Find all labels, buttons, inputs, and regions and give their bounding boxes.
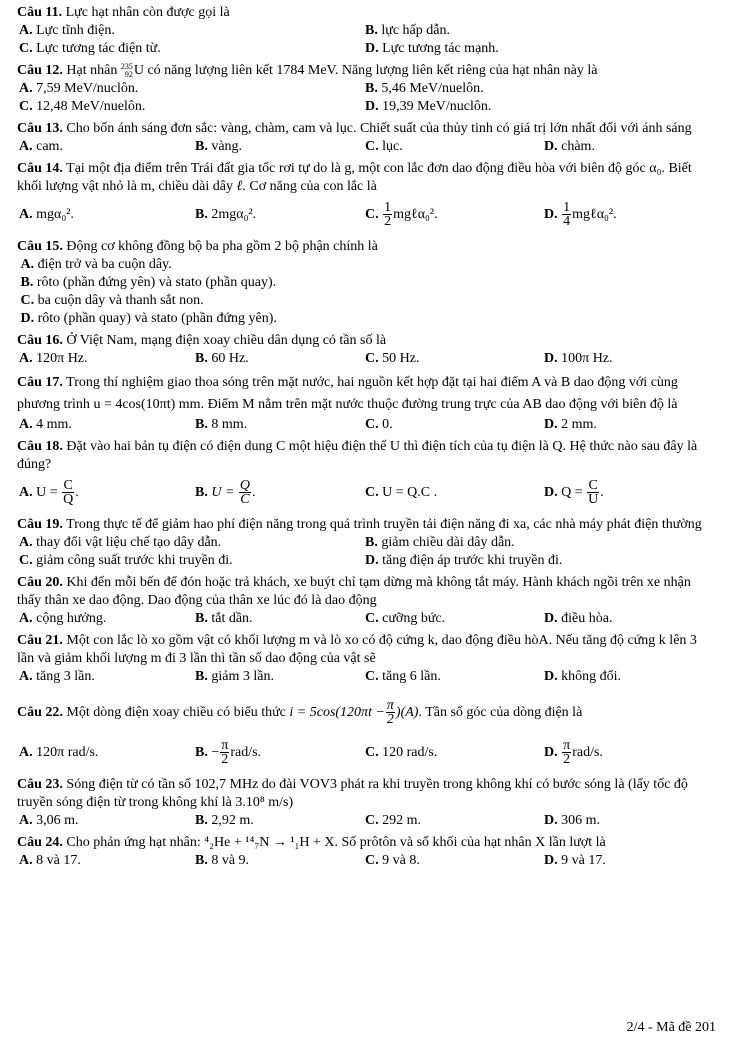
question-23-stem: Câu 23. Sóng điện từ có tần số 102,7 MHz do đài VOV3 phát ra khi truyền trong không khí có bước sóng là (lấy tốc độ truyền sóng điện từ trong không khí là 3.10⁸ m/s) bbox=[17, 777, 688, 810]
question-15 bbox=[17, 238, 717, 328]
q18-option-b: B. U = $\frac{Q}{C}$ . bbox=[195, 478, 256, 508]
q22-option-d: D. $\frac{\pi}{2}$ rad/s. bbox=[544, 738, 603, 768]
q15-option-b: B. rôto (phần đứng yên) và stato (phần quay). bbox=[20, 275, 277, 290]
q23-option-c: C. 292 m. bbox=[365, 813, 422, 828]
q18-option-d: D. Q = $\frac{C}{U}$ . bbox=[544, 478, 604, 508]
question-17 bbox=[17, 372, 717, 434]
q15-option-a: A. điện trở và ba cuộn dây. bbox=[20, 257, 172, 272]
q24-option-d: D. 9 và 17. bbox=[544, 853, 606, 868]
question-20-stem: Câu 20. Khi đến mỗi bến để đón hoặc trả khách, xe buýt chỉ tạm dừng mà không tắt máy. Hành khách ngồi trên xe nhận thấy thân xe dao động. Dao động của thân xe lúc đó là dao động bbox=[17, 575, 691, 608]
question-22 bbox=[17, 698, 717, 768]
q14-option-a: A. mgα₀². bbox=[19, 207, 74, 222]
question-15-stem: Câu 15. Động cơ không đồng bộ ba pha gồm 2 bộ phận chính là bbox=[17, 239, 378, 254]
question-19 bbox=[17, 516, 717, 570]
q11-option-b: B. lực hấp dẫn. bbox=[365, 23, 450, 38]
q11-option-a: A. Lực tĩnh điện. bbox=[19, 23, 115, 38]
q18-option-a: A. U = $\frac{C}{Q}$ . bbox=[19, 478, 79, 508]
q15-option-d: D. rôto (phần quay) và stato (phần đứng yên). bbox=[20, 311, 277, 326]
q22-option-c: C. 120 rad/s. bbox=[365, 745, 438, 760]
q24-option-a: A. 8 và 17. bbox=[19, 853, 81, 868]
q23-option-d: D. 306 m. bbox=[544, 813, 601, 828]
question-12 bbox=[17, 62, 717, 116]
q11-option-d: D. Lực tương tác mạnh. bbox=[365, 41, 499, 56]
q16-option-c: C. 50 Hz. bbox=[365, 351, 420, 366]
question-16-stem: Câu 16. Ở Việt Nam, mạng điện xoay chiều dân dụng có tần số là bbox=[17, 333, 387, 348]
question-13-stem: Câu 13. Cho bốn ánh sáng đơn sắc: vàng, chàm, cam và lục. Chiết suất của thủy tinh có giá trị lớn nhất đối với ánh sáng bbox=[17, 121, 692, 136]
question-22-stem: Câu 22. Một dòng điện xoay chiều có biểu thức i = 5cos(120πt − $\frac{\pi}{2}$ )(A). Tần số góc của dòng điện là bbox=[17, 698, 583, 728]
q14-option-c: C. $\frac{1}{2}$ mgℓα₀². bbox=[365, 200, 438, 230]
question-24 bbox=[17, 834, 717, 870]
question-18-stem: Câu 18. Đặt vào hai bản tụ điện có điện dung C một hiệu điện thế U thì điện tích của tụ điện là Q. Hệ thức nào sau đây là đúng? bbox=[17, 439, 698, 472]
q12-option-a: A. 7,59 MeV/nuclôn. bbox=[19, 81, 139, 96]
q17-option-b: B. 8 mm. bbox=[195, 417, 248, 432]
nuclear-reaction: ⁴₂He + ¹⁴₇N → ¹₁H + X bbox=[204, 835, 335, 850]
q22-option-a: A. 120π rad/s. bbox=[19, 745, 99, 760]
q23-option-b: B. 2,92 m. bbox=[195, 813, 254, 828]
question-12-stem: Câu 12. Hạt nhân 235 92 U có năng lượng liên kết 1784 MeV. Năng lượng liên kết riêng của hạt nhân này là bbox=[17, 61, 598, 79]
q24-option-b: B. 8 và 9. bbox=[195, 853, 250, 868]
q24-option-c: C. 9 và 8. bbox=[365, 853, 420, 868]
q21-option-b: B. giảm 3 lần. bbox=[195, 669, 274, 684]
question-11-stem: Câu 11. Lực hạt nhân còn được gọi là bbox=[17, 5, 230, 20]
question-14 bbox=[17, 160, 717, 230]
page-footer: 2/4 - Mã đề 201 bbox=[626, 1020, 716, 1035]
q20-option-d: D. điều hòa. bbox=[544, 611, 613, 626]
q17-option-d: D. 2 mm. bbox=[544, 417, 597, 432]
q19-option-a: A. thay đổi vật liệu chế tạo dây dẫn. bbox=[19, 535, 222, 550]
q20-option-c: C. cưỡng bức. bbox=[365, 611, 446, 626]
q17-option-a: A. 4 mm. bbox=[19, 417, 72, 432]
q15-option-c: C. ba cuộn dây và thanh sắt non. bbox=[20, 293, 204, 308]
q19-option-c: C. giảm công suất trước khi truyền đi. bbox=[19, 553, 233, 568]
q12-option-c: C. 12,48 MeV/nuelôn. bbox=[19, 99, 146, 114]
q16-option-a: A. 120π Hz. bbox=[19, 351, 88, 366]
question-21 bbox=[17, 632, 717, 686]
q19-option-b: B. giảm chiều dài dây dẫn. bbox=[365, 535, 515, 550]
q12-option-b: B. 5,46 MeV/nuelôn. bbox=[365, 81, 484, 96]
uranium-nucleus-notation: 235 92 bbox=[120, 61, 133, 79]
question-18 bbox=[17, 438, 717, 508]
q21-option-a: A. tăng 3 lần. bbox=[19, 669, 95, 684]
question-11 bbox=[17, 4, 717, 58]
q20-option-b: B. tắt dần. bbox=[195, 611, 253, 626]
q21-option-c: C. tăng 6 lần. bbox=[365, 669, 441, 684]
q13-option-d: D. chàm. bbox=[544, 139, 595, 154]
q12-option-d: D. 19,39 MeV/nuclôn. bbox=[365, 99, 492, 114]
current-equation: i = 5cos(120πt − $\frac{\pi}{2}$ )(A) bbox=[289, 698, 419, 728]
q13-option-a: A. cam. bbox=[19, 139, 63, 154]
wave-equation: u = 4cos(10πt) mm bbox=[93, 397, 201, 412]
q18-option-c: C. U = Q.C . bbox=[365, 485, 438, 500]
q13-option-c: C. lục. bbox=[365, 139, 403, 154]
q16-option-d: D. 100π Hz. bbox=[544, 351, 613, 366]
q23-option-a: A. 3,06 m. bbox=[19, 813, 79, 828]
q22-option-b: B. − $\frac{\pi}{2}$ rad/s. bbox=[195, 738, 262, 768]
q21-option-d: D. không đổi. bbox=[544, 669, 622, 684]
q19-option-d: D. tăng điện áp trước khi truyền đi. bbox=[365, 553, 563, 568]
question-14-stem: Câu 14. Tại một địa điểm trên Trái đất gia tốc rơi tự do là g, một con lắc đơn dao động điều hòa với biên độ góc α₀. Biết khối lượng vật nhỏ là m, chiều dài dây ℓ. Cơ năng của con lắc là bbox=[17, 161, 692, 194]
q11-option-c: C. Lực tương tác điện từ. bbox=[19, 41, 161, 56]
q20-option-a: A. cộng hưởng. bbox=[19, 611, 107, 626]
question-20 bbox=[17, 574, 717, 628]
q14-option-d: D. $\frac{1}{4}$ mgℓα₀². bbox=[544, 200, 617, 230]
question-16 bbox=[17, 332, 717, 368]
q13-option-b: B. vàng. bbox=[195, 139, 243, 154]
q17-option-c: C. 0. bbox=[365, 417, 393, 432]
question-17-stem: Câu 17. Trong thí nghiệm giao thoa sóng trên mặt nước, hai nguồn kết hợp đặt tại hai điểm A và B dao động với cùng phương trình u = 4cos(10πt) mm. Điểm M nằm trên mặt nước thuộc đường trung trực của AB dao động với biên độ là bbox=[17, 375, 678, 412]
question-21-stem: Câu 21. Một con lắc lò xo gồm vật có khối lượng m và lò xo có độ cứng k, dao động điều hòA. Nếu tăng độ cứng k lên 3 lần và giảm khối lượng m đi 3 lần thì tần số dao động của vật sẽ bbox=[17, 633, 697, 666]
q14-option-b: B. 2mgα₀². bbox=[195, 207, 257, 222]
question-13 bbox=[17, 120, 717, 156]
exam-page bbox=[17, 4, 717, 870]
question-24-stem: Câu 24. Cho phản ứng hạt nhân: ⁴₂He + ¹⁴₇N → ¹₁H + X. Số prôtôn và số khối của hạt nhân X lần lượt là bbox=[17, 835, 606, 850]
question-23 bbox=[17, 776, 717, 830]
question-19-stem: Câu 19. Trong thực tế để giảm hao phí điện năng trong quá trình truyền tải điện năng đi xa, các nhà máy phát điện thường bbox=[17, 517, 702, 532]
q16-option-b: B. 60 Hz. bbox=[195, 351, 249, 366]
